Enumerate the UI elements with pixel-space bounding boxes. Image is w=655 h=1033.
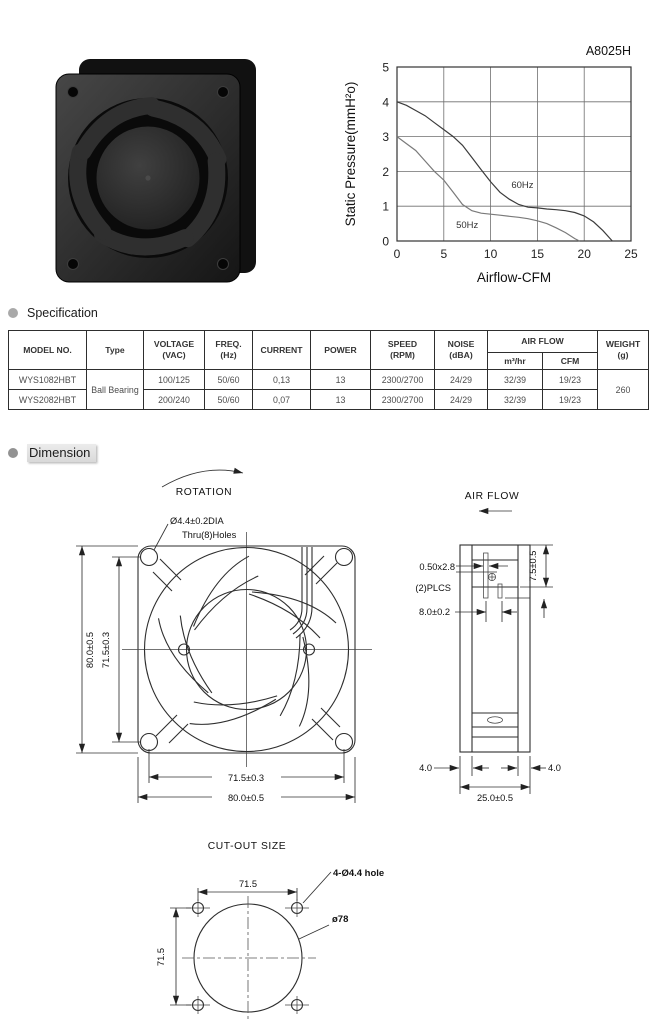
chart-title: A8025H [585, 44, 631, 58]
terminal-size-label: 0.50x2.8 [419, 562, 455, 572]
performance-chart [338, 28, 653, 290]
col-header-noise [435, 331, 488, 370]
terminal-places-label: (2)PLCS [415, 583, 451, 593]
y-tick-label: 3 [382, 130, 389, 145]
cell-current: 0,07 [253, 390, 311, 410]
cell-current: 0,13 [253, 370, 311, 390]
table-row [9, 370, 649, 390]
margin-left-label: 4.0 [419, 763, 432, 773]
y-tick-label: 1 [382, 199, 389, 214]
weight-line2: (g) [617, 350, 629, 360]
cell-speed: 2300/2700 [371, 390, 435, 410]
cutout-holes-label: 4-Ø4.4 hole [333, 868, 385, 879]
col-header-airflow: AIR FLOW [488, 331, 598, 353]
freq-line1: FREQ. [215, 339, 242, 350]
cutout-left-dimension [156, 908, 191, 1005]
airflow-label: AIR FLOW [464, 491, 520, 502]
cutout-holes-leader [303, 872, 331, 903]
curve-50Hz [397, 137, 580, 241]
cutout-title: CUT-OUT SIZE [207, 841, 287, 852]
col-header-airflow-cfm: CFM [543, 353, 598, 370]
curve-label-60Hz: 60Hz [511, 180, 534, 192]
bullet-icon [8, 448, 18, 458]
voltage-line1: VOLTAGE [153, 339, 195, 350]
col-header-current: CURRENT [253, 331, 311, 370]
y-tick-label: 5 [382, 60, 389, 75]
cell-cfm: 19/23 [543, 390, 598, 410]
hole-callout-line2: Thru(8)Holes [182, 530, 237, 540]
speed-line1: SPEED [387, 339, 418, 350]
cell-power: 13 [311, 370, 371, 390]
y-axis-title: Static Pressure(mmH²o) [343, 81, 358, 227]
col-header-voltage [144, 331, 205, 370]
cutout-holes [186, 899, 309, 1014]
cutout-top-dimension [198, 879, 297, 901]
cutout-height-label: 71.5 [156, 947, 166, 967]
cutout-width-label: 71.5 [238, 879, 258, 889]
side-outline [460, 545, 530, 752]
dim-label-bottom-inner: 71.5±0.3 [227, 773, 265, 783]
noise-line2: (dBA) [449, 350, 473, 360]
hole-callout-line1: Ø4.4±0.2DIA [170, 516, 224, 526]
side-bottom-band [472, 713, 518, 737]
terminal-pitch-label: 8.0±0.2 [419, 607, 450, 617]
side-bottom-dimensions [419, 756, 561, 803]
cell-speed: 2300/2700 [371, 370, 435, 390]
noise-line1: NOISE [447, 339, 475, 350]
total-depth-label: 25.0±0.5 [476, 793, 514, 803]
cell-freq: 50/60 [205, 390, 253, 410]
cell-m3hr: 32/39 [488, 390, 543, 410]
col-header-type: Type [87, 331, 144, 370]
cutout-circle-leader [299, 925, 329, 939]
y-tick-label: 0 [382, 234, 389, 249]
col-header-speed [371, 331, 435, 370]
cell-type-merged: Ball Bearing [87, 370, 144, 410]
x-tick-label: 15 [530, 247, 545, 261]
col-header-freq [205, 331, 253, 370]
specification-heading [8, 304, 98, 322]
fan-hub-center [145, 175, 150, 180]
cell-voltage: 100/125 [144, 370, 205, 390]
dimension-heading-label: Dimension [27, 444, 96, 462]
y-tick-label: 4 [382, 95, 389, 110]
front-view-drawing [76, 470, 372, 803]
dim-label-bottom-outer: 80.0±0.5 [227, 793, 265, 803]
dim-label-left-inner: 71.5±0.3 [101, 631, 111, 669]
cell-noise: 24/29 [435, 390, 488, 410]
voltage-line2: (VAC) [162, 350, 186, 360]
x-tick-label: 10 [483, 247, 498, 261]
fan-product-photo [55, 58, 260, 288]
freq-line2: (Hz) [220, 350, 237, 360]
cell-weight-merged: 260 [598, 370, 649, 410]
margin-right-label: 4.0 [548, 763, 561, 773]
cell-model: WYS2082HBT [9, 390, 87, 410]
cutout-drawing [156, 841, 384, 1020]
flange-depth-label: 7.5±0.5 [528, 550, 538, 582]
cell-cfm: 19/23 [543, 370, 598, 390]
cell-power: 13 [311, 390, 371, 410]
cell-voltage: 200/240 [144, 390, 205, 410]
x-tick-label: 20 [577, 247, 591, 261]
x-tick-label: 5 [440, 247, 448, 261]
col-header-airflow-m3hr: m³/hr [488, 353, 543, 370]
col-header-weight [598, 331, 649, 370]
col-header-power: POWER [311, 331, 371, 370]
cell-noise: 24/29 [435, 370, 488, 390]
rotation-label: ROTATION [175, 487, 233, 498]
cell-m3hr: 32/39 [488, 370, 543, 390]
dimension-drawings [0, 460, 655, 1033]
side-view-drawing [415, 491, 561, 803]
cutout-circle-label: ø78 [332, 914, 349, 925]
y-tick-label: 2 [382, 164, 389, 179]
speed-line2: (RPM) [390, 350, 415, 360]
flange-depth-dimension [505, 545, 553, 618]
dim-label-left-outer: 80.0±0.5 [85, 631, 95, 669]
cell-freq: 50/60 [205, 370, 253, 390]
x-axis-title: Airflow-CFM [476, 270, 552, 285]
rotation-arrow-icon [162, 470, 243, 487]
weight-line1: WEIGHT [605, 339, 641, 350]
cell-model: WYS1082HBT [9, 370, 87, 390]
curve-label-50Hz: 50Hz [456, 219, 479, 231]
x-tick-label: 0 [393, 247, 401, 261]
bullet-icon [8, 308, 18, 318]
x-tick-label: 25 [624, 247, 638, 261]
specification-table [8, 330, 649, 410]
specification-heading-label: Specification [27, 306, 98, 320]
col-header-model: MODEL NO. [9, 331, 87, 370]
plot-frame [397, 67, 631, 241]
